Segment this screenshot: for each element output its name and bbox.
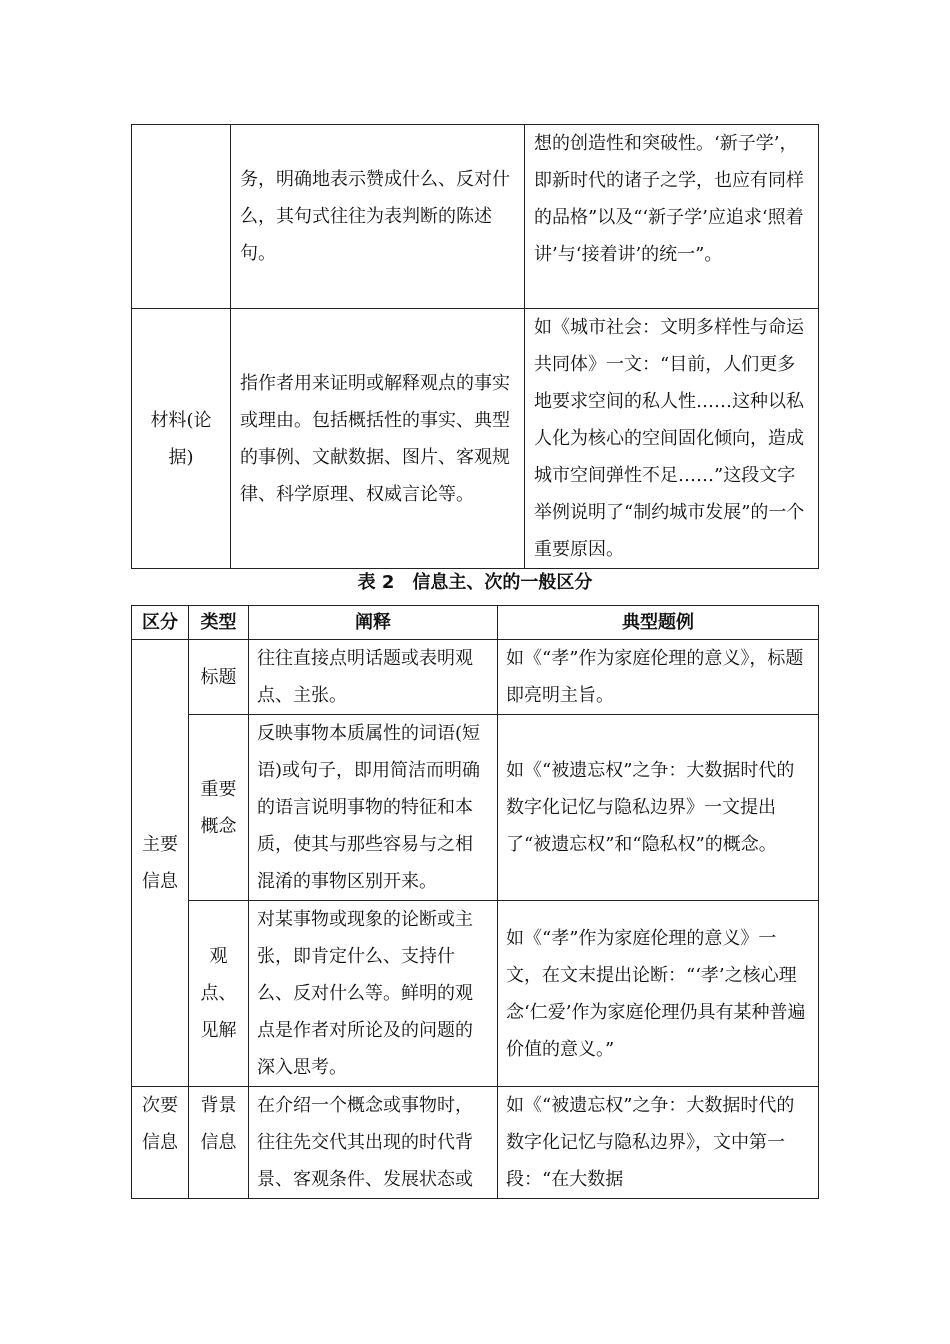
table-row: [132, 1087, 819, 1199]
example-cell: 如《“孝”作为家庭伦理的意义》一文，在文末提出论断：“‘孝’之核心理念‘仁爱’作为家庭伦理仍具有某种普遍价值的意义。”: [498, 901, 819, 1087]
explanation-cell: 指作者用来证明或解释观点的事实或理由。包括概括性的事实、典型的事例、文献数据、图片、客观规律、科学原理、权威言论等。: [231, 309, 525, 569]
explanation-cell: 对某事物或现象的论断或主张，即肯定什么、支持什么、反对什么等。鲜明的观点是作者对所论及的问题的深入思考。: [249, 901, 498, 1087]
example-cell: 如《城市社会：文明多样性与命运共同体》一文：“目前，人们更多地要求空间的私人性……这种以私人化为核心的空间固化倾向，造成城市空间弹性不足……”这段文字举例说明了“制约城市发展”的一个重要原因。: [525, 309, 819, 569]
header-category: 区分: [132, 606, 189, 640]
table-row: [132, 901, 819, 1087]
explanation-cell: 反映事物本质属性的词语(短语)或句子，即用简洁而明确的语言说明事物的特征和本质，使其与那些容易与之相混淆的事物区别开来。: [249, 715, 498, 901]
table-row: [132, 715, 819, 901]
type-cell: 重要概念: [189, 715, 249, 901]
table-header-row: [132, 606, 819, 640]
example-cell: 如《“孝”作为家庭伦理的意义》，标题即亮明主旨。: [498, 640, 819, 715]
header-example: 典型题例: [498, 606, 819, 640]
table-caption: 表 2 信息主、次的一般区分: [357, 572, 593, 593]
example-cell: 如《“被遗忘权”之争：大数据时代的数字化记忆与隐私边界》，文中第一段：“在大数据: [498, 1087, 819, 1199]
explanation-cell: 务，明确地表示赞成什么、反对什么，其句式往往为表判断的陈述句。: [231, 125, 525, 309]
header-type: 类型: [189, 606, 249, 640]
group-main-info: 主要信息: [132, 640, 189, 1087]
type-cell: 观点、见解: [189, 901, 249, 1087]
table-concept-continued: [131, 124, 819, 569]
example-cell: 想的创造性和突破性。‘新子学’，即新时代的诸子之学，也应有同样的品格”以及“‘新子学’应追求‘照着讲’与‘接着讲’的统一”。: [525, 125, 819, 309]
table-row: [132, 309, 819, 569]
table-row: [132, 125, 819, 309]
table-row: [132, 640, 819, 715]
group-secondary-info: 次要信息: [132, 1087, 189, 1199]
type-cell: 背景信息: [189, 1087, 249, 1199]
category-cell: 材料(论据): [132, 309, 231, 569]
category-cell: [132, 125, 231, 309]
explanation-cell: 在介绍一个概念或事物时，往往先交代其出现的时代背景、客观条件、发展状态或: [249, 1087, 498, 1199]
type-cell: 标题: [189, 640, 249, 715]
explanation-cell: 往往直接点明话题或表明观点、主张。: [249, 640, 498, 715]
header-explanation: 阐释: [249, 606, 498, 640]
table-info-distinction: [131, 605, 819, 1199]
example-cell: 如《“被遗忘权”之争：大数据时代的数字化记忆与隐私边界》一文提出了“被遗忘权”和“隐私权”的概念。: [498, 715, 819, 901]
